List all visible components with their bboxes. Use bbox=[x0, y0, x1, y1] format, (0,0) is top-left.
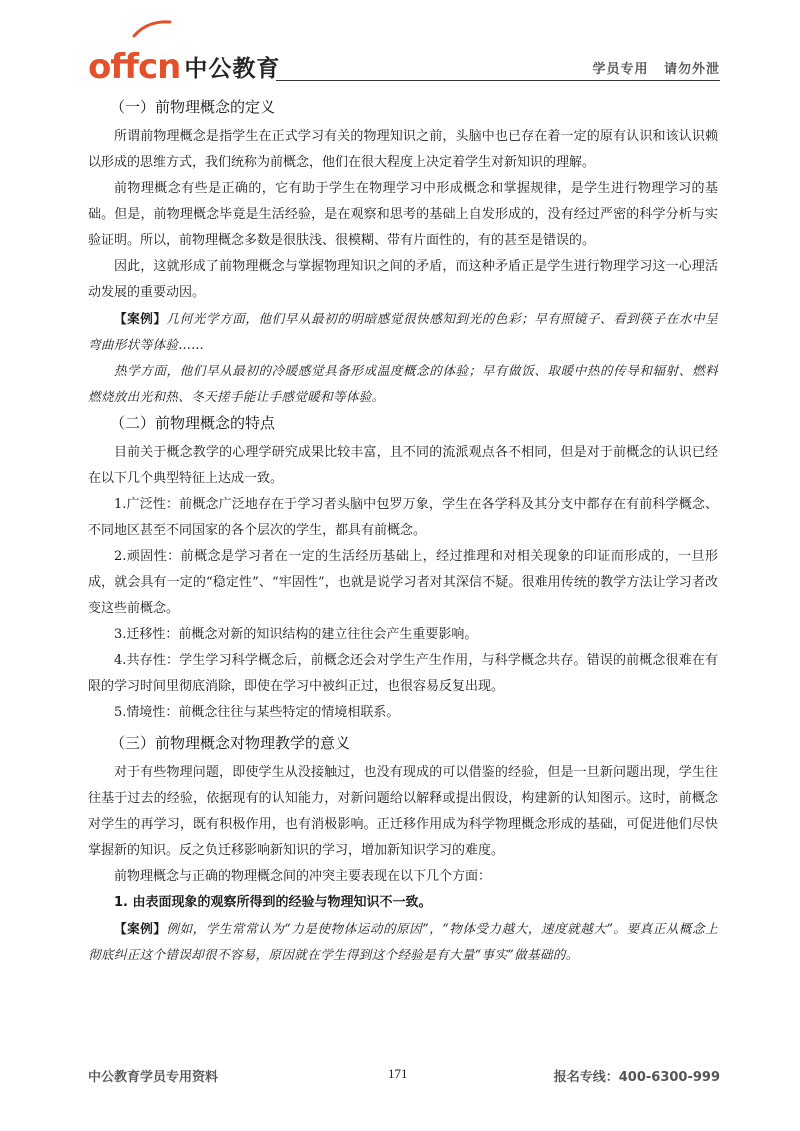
section-heading-significance: （三）前物理概念对物理教学的意义 bbox=[110, 734, 351, 752]
paragraph: 因此，这就形成了前物理概念与掌握物理知识之间的矛盾，而这种矛盾正是学生进行物理学习这一心理活动发展的重要动因。 bbox=[88, 259, 718, 300]
case-text: 例如，学生常常认为“力是使物体运动的原因”，“物体受力越大，速度就越大”。要真正从概念上彻底纠正这个错误却很不容易，原因就在学生得到这个经验是有大量“事实”做基础的。 bbox=[88, 921, 719, 962]
page-footer bbox=[88, 1066, 720, 1086]
header-tags bbox=[592, 58, 720, 77]
case-tag: 【案例】 bbox=[114, 311, 167, 326]
section-heading-characteristics: （二）前物理概念的特点 bbox=[110, 414, 276, 432]
logo-swoosh-icon bbox=[132, 20, 172, 38]
footer-hotline: 报名专线：400-6300-999 bbox=[553, 1070, 720, 1085]
paragraph: 所谓前物理概念是指学生在正式学习有关的物理知识之前，头脑中也已存在着一定的原有认识和该认识赖以形成的思维方式，我们统称为前概念，他们在很大程度上决定着学生对新知识的理解。 bbox=[88, 129, 718, 170]
page-content bbox=[88, 94, 718, 968]
header-tag-students-only: 学员专用 bbox=[592, 62, 649, 77]
offcn-logo bbox=[88, 34, 281, 87]
list-item: 1.广泛性：前概念广泛地存在于学习者头脑中包罗万象，学生在各学科及其分支中都存在有前科学概念、不同地区甚至不同国家的各个层次的学生，都具有前概念。 bbox=[88, 497, 718, 538]
page-header bbox=[88, 34, 720, 87]
case-example-force bbox=[88, 916, 718, 968]
section-heading-definition: （一）前物理概念的定义 bbox=[110, 98, 276, 116]
case-example-heat: 热学方面，他们早从最初的冷暖感觉具备形成温度概念的体验；早有做饭、取暖中热的传导和辐射、燃料燃烧放出光和热、冬天搓手能让手感觉暖和等体验。 bbox=[88, 363, 718, 404]
logo-wordmark: offcn bbox=[88, 47, 181, 87]
header-tag-confidential: 请勿外泄 bbox=[663, 62, 720, 77]
header-divider bbox=[276, 80, 720, 81]
footer-label: 中公教育学员专用资料 bbox=[88, 1070, 219, 1085]
page-number: 171 bbox=[388, 1066, 408, 1081]
paragraph: 前物理概念与正确的物理概念间的冲突主要表现在以下几个方面： bbox=[114, 869, 492, 884]
logo-chinese-name: 中公教育 bbox=[184, 56, 281, 82]
list-item: 4.共存性：学生学习科学概念后，前概念还会对学生产生作用，与科学概念共存。错误的前概念很难在有限的学习时间里彻底消除，即使在学习中被纠正过，也很容易反复出现。 bbox=[88, 653, 718, 694]
list-item: 2.顽固性：前概念是学习者在一定的生活经历基础上，经过推理和对相关现象的印证而形成的，一旦形成，就会具有一定的“稳定性”、“牢固性”，也就是说学习者对其深信不疑。很难用传统的教学方法让学习者改变这些前概念。 bbox=[88, 549, 718, 616]
paragraph: 目前关于概念教学的心理学研究成果比较丰富，且不同的流派观点各不相同，但是对于前概念的认识已经在以下几个典型特征上达成一致。 bbox=[88, 445, 718, 486]
paragraph: 对于有些物理问题，即使学生从没接触过，也没有现成的可以借鉴的经验，但是一旦新问题出现，学生往往基于过去的经验，依据现有的认知能力，对新问题给以解释或提出假设，构建新的认知图示。这时，前概念对学生的再学习，既有积极作用，也有消极影响。正迁移作用成为科学物理概念形成的基础，可促进他们尽快掌握新的知识。反之负迁移影响新知识的学习，增加新知识学习的难度。 bbox=[88, 765, 718, 858]
case-text: 几何光学方面，他们早从最初的明暗感觉很快感知到光的色彩；早有照镜子、看到筷子在水中呈弯曲形状等体验…… bbox=[88, 311, 718, 352]
list-item: 3.迁移性：前概念对新的知识结构的建立往往会产生重要影响。 bbox=[114, 627, 478, 642]
bold-point: 1. 由表面现象的观察所得到的经验与物理知识不一致。 bbox=[114, 895, 432, 910]
list-item: 5.情境性：前概念往往与某些特定的情境相联系。 bbox=[114, 705, 400, 720]
paragraph: 前物理概念有些是正确的，它有助于学生在物理学习中形成概念和掌握规律，是学生进行物理学习的基础。但是，前物理概念毕竟是生活经验，是在观察和思考的基础上自发形成的，没有经过严密的科学分析与实验证明。所以，前物理概念多数是很肤浅、很模糊、带有片面性的，有的甚至是错误的。 bbox=[88, 181, 718, 248]
case-example-optics bbox=[88, 306, 718, 358]
case-tag: 【案例】 bbox=[114, 921, 167, 936]
